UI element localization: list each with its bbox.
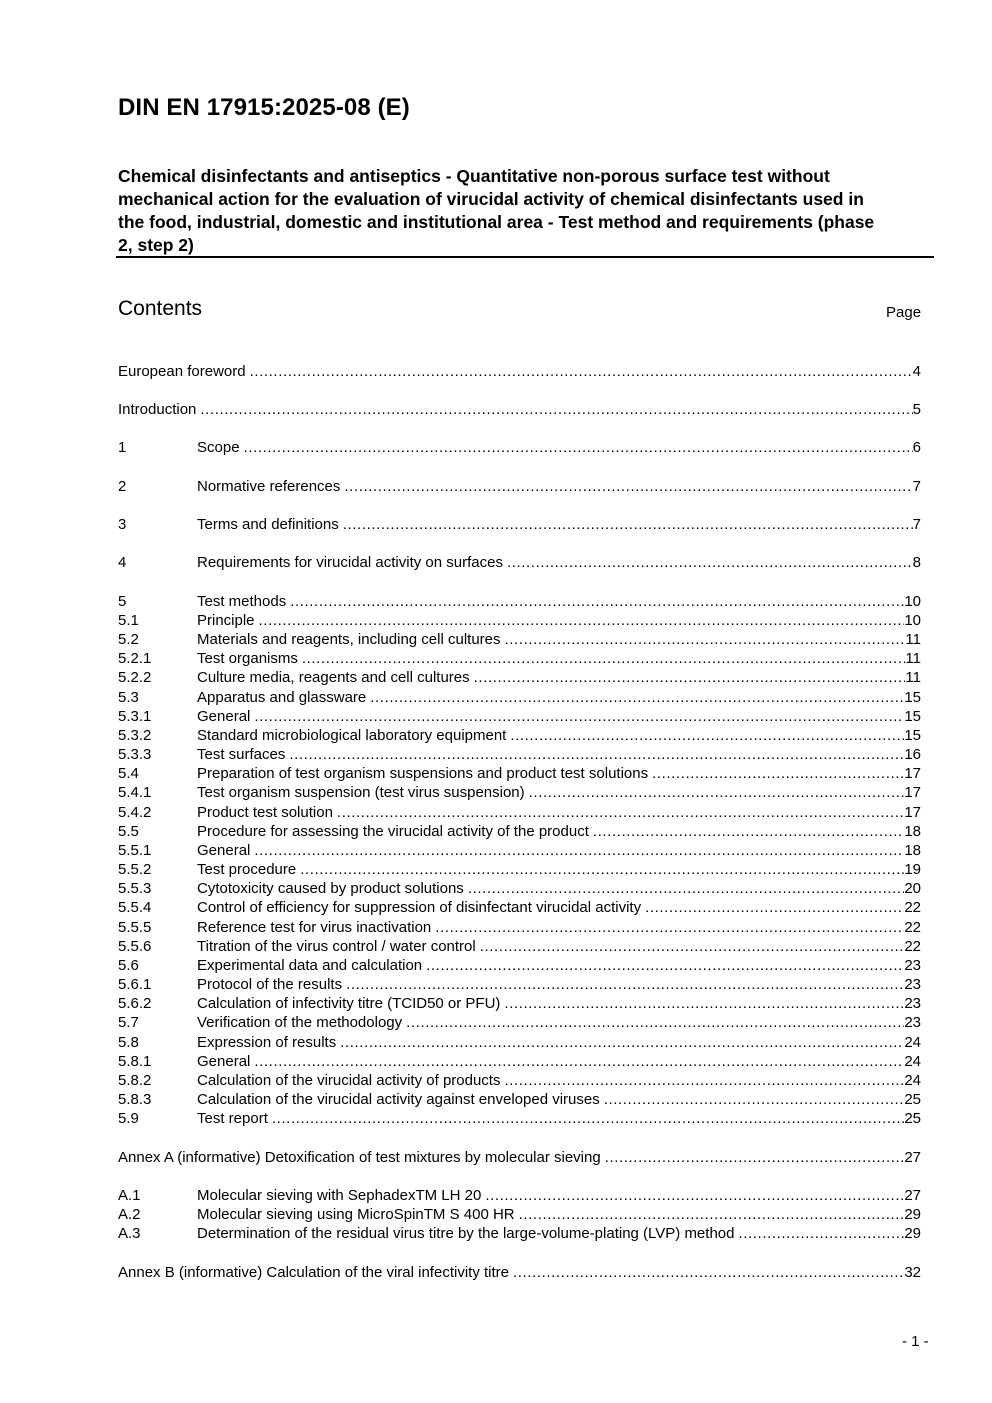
- toc-entry-number: 5.5.5: [118, 919, 152, 936]
- toc-entry-page: 22: [904, 938, 921, 955]
- toc-dot-leader: [272, 1109, 904, 1128]
- toc-entry-number: 5.4.1: [118, 784, 152, 801]
- toc-entry-number: 5.5: [118, 823, 139, 840]
- toc-entry-title: Product test solution: [197, 804, 333, 821]
- toc-entry[interactable]: [118, 918, 921, 937]
- toc-entry-page: 18: [904, 823, 921, 840]
- toc-entry[interactable]: [118, 400, 921, 419]
- toc-dot-leader: [507, 553, 913, 572]
- toc-entry-title: Standard microbiological laboratory equipment: [197, 727, 507, 744]
- toc-dot-leader: [652, 764, 904, 783]
- toc-entry-page: 19: [904, 861, 921, 878]
- toc-entry-number: 5.3: [118, 689, 139, 706]
- toc-entry-page: 27: [904, 1187, 921, 1204]
- toc-entry[interactable]: [118, 1205, 921, 1224]
- toc-entry-title: Cytotoxicity caused by product solutions: [197, 880, 464, 897]
- toc-entry[interactable]: [118, 1224, 921, 1243]
- toc-entry[interactable]: [118, 841, 921, 860]
- toc-entry-number: 5.6.1: [118, 976, 152, 993]
- toc-entry[interactable]: [118, 611, 921, 630]
- toc-entry[interactable]: [118, 822, 921, 841]
- toc-entry-page: 23: [904, 976, 921, 993]
- toc-entry-number: 5.3.1: [118, 708, 152, 725]
- toc-entry-title: Calculation of the virucidal activity against enveloped viruses: [197, 1091, 600, 1108]
- toc-entry-page: 6: [912, 439, 921, 456]
- toc-entry-title: Calculation of infectivity titre (TCID50 or PFU): [197, 995, 501, 1012]
- toc-entry-page: 27: [904, 1149, 921, 1166]
- toc-entry-title: Procedure for assessing the virucidal activity of the product: [197, 823, 589, 840]
- toc-entry-page: 15: [904, 689, 921, 706]
- toc-entry-title: Culture media, reagents and cell cultures: [197, 669, 470, 686]
- toc-entry[interactable]: [118, 1052, 921, 1071]
- toc-dot-leader: [510, 726, 904, 745]
- document-title: Chemical disinfectants and antiseptics - Quantitative non-porous surface test without mechanical action for the evaluation of virucidal activity of chemical disinfectants used in the food, industrial, domestic and institutional area - Test method and requirements (phase 2, step 2): [118, 166, 875, 255]
- toc-dot-leader: [504, 994, 904, 1013]
- toc-entry[interactable]: [118, 438, 921, 457]
- toc-dot-leader: [504, 1071, 904, 1090]
- toc-entry-page: 15: [904, 727, 921, 744]
- toc-entry-number: 5.2.2: [118, 669, 152, 686]
- toc-entry-title: Terms and definitions: [197, 516, 339, 533]
- toc-entry-title: Test organism suspension (test virus suspension): [197, 784, 525, 801]
- toc-entry[interactable]: [118, 1109, 921, 1128]
- toc-entry-page: 17: [904, 804, 921, 821]
- toc-entry-page: 22: [904, 919, 921, 936]
- toc-dot-leader: [505, 630, 906, 649]
- toc-entry-page: 24: [904, 1072, 921, 1089]
- toc-entry-page: 7: [912, 516, 921, 533]
- toc-dot-leader: [370, 688, 904, 707]
- toc-entry-title: Titration of the virus control / water control: [197, 938, 476, 955]
- toc-dot-leader: [300, 860, 904, 879]
- title-rule: [116, 256, 934, 258]
- toc-entry-title: Control of efficiency for suppression of disinfectant virucidal activity: [197, 899, 642, 916]
- toc-dot-leader: [519, 1205, 905, 1224]
- toc-entry-page: 10: [904, 612, 921, 629]
- toc-entry-title: Verification of the methodology: [197, 1014, 403, 1031]
- toc-entry[interactable]: [118, 783, 921, 802]
- toc-dot-leader: [605, 1148, 905, 1167]
- toc-entry[interactable]: [118, 1148, 921, 1167]
- toc-entry-number: 5.5.2: [118, 861, 152, 878]
- toc-entry-number: 5.7: [118, 1014, 139, 1031]
- toc-entry[interactable]: [118, 898, 921, 917]
- toc-entry-number: 5.2.1: [118, 650, 152, 667]
- toc-entry-title: General: [197, 708, 251, 725]
- toc-entry-number: 2: [118, 478, 127, 495]
- toc-entry-title: Reference test for virus inactivation: [197, 919, 432, 936]
- toc-entry-page: 10: [904, 593, 921, 610]
- toc-dot-leader: [254, 707, 904, 726]
- page-number: - 1 -: [902, 1333, 929, 1350]
- toc-dot-leader: [254, 1052, 904, 1071]
- toc-entry-page: 23: [904, 995, 921, 1012]
- toc-entry[interactable]: [118, 1186, 921, 1205]
- toc-entry-number: 5.2: [118, 631, 139, 648]
- toc-entry[interactable]: [118, 1033, 921, 1052]
- toc-entry[interactable]: [118, 726, 921, 745]
- toc-dot-leader: [426, 956, 904, 975]
- toc-dot-leader: [593, 822, 904, 841]
- toc-entry-title: Preparation of test organism suspensions and product test solutions: [197, 765, 649, 782]
- toc-entry-number: 5.6.2: [118, 995, 152, 1012]
- toc-entry-number: 5: [118, 593, 127, 610]
- toc-entry[interactable]: [118, 1090, 921, 1109]
- toc-entry-number: 3: [118, 516, 127, 533]
- toc-entry-number: 5.6: [118, 957, 139, 974]
- toc-entry-page: 11: [905, 631, 921, 648]
- toc-entry-title: Annex A (informative) Detoxification of test mixtures by molecular sieving: [118, 1149, 601, 1166]
- toc-entry[interactable]: [118, 515, 921, 534]
- toc-entry-number: 5.5.4: [118, 899, 152, 916]
- toc-entry-title: Test report: [197, 1110, 268, 1127]
- toc-entry-title: Protocol of the results: [197, 976, 343, 993]
- toc-entry-number: A.3: [118, 1225, 141, 1242]
- toc-entry[interactable]: [118, 362, 921, 381]
- toc-dot-leader: [250, 362, 913, 381]
- toc-entry-number: 5.5.1: [118, 842, 152, 859]
- toc-dot-leader: [289, 745, 904, 764]
- toc-entry-title: Molecular sieving using MicroSpinTM S 400 HR: [197, 1206, 515, 1223]
- toc-entry-title: Experimental data and calculation: [197, 957, 423, 974]
- toc-dot-leader: [738, 1224, 904, 1243]
- toc-entry[interactable]: [118, 956, 921, 975]
- toc-entry-number: 5.8.2: [118, 1072, 152, 1089]
- toc-entry-number: 5.5.6: [118, 938, 152, 955]
- toc-dot-leader: [513, 1263, 904, 1282]
- toc-entry-number: 5.8.1: [118, 1053, 152, 1070]
- toc-entry[interactable]: [118, 668, 921, 687]
- toc-entry-page: 16: [904, 746, 921, 763]
- toc-entry-title: Test procedure: [197, 861, 297, 878]
- toc-entry-page: 11: [905, 669, 921, 686]
- toc-entry-page: 24: [904, 1053, 921, 1070]
- toc-dot-leader: [244, 438, 913, 457]
- toc-dot-leader: [254, 841, 904, 860]
- toc-dot-leader: [406, 1013, 904, 1032]
- toc-dot-leader: [343, 515, 913, 534]
- toc-entry-page: 8: [912, 554, 921, 571]
- toc-dot-leader: [290, 592, 904, 611]
- toc-entry[interactable]: [118, 553, 921, 572]
- toc-dot-leader: [259, 611, 905, 630]
- toc-entry[interactable]: [118, 745, 921, 764]
- toc-entry-page: 22: [904, 899, 921, 916]
- toc-dot-leader: [474, 668, 906, 687]
- toc-entry-page: 17: [904, 765, 921, 782]
- toc-entry-title: Scope: [197, 439, 240, 456]
- toc-entry-page: 4: [912, 363, 921, 380]
- toc-entry[interactable]: [118, 1071, 921, 1090]
- toc-entry-page: 29: [904, 1225, 921, 1242]
- toc-entry[interactable]: [118, 1263, 921, 1282]
- toc-entry-title: Normative references: [197, 478, 341, 495]
- toc-entry-title: Requirements for virucidal activity on surfaces: [197, 554, 503, 571]
- toc-entry-number: 5.4.2: [118, 804, 152, 821]
- toc-entry-page: 7: [912, 478, 921, 495]
- toc-entry-page: 29: [904, 1206, 921, 1223]
- toc-dot-leader: [485, 1186, 904, 1205]
- toc-entry-number: 5.3.2: [118, 727, 152, 744]
- toc-entry-page: 5: [912, 401, 921, 418]
- toc-entry-number: 5.9: [118, 1110, 139, 1127]
- toc-dot-leader: [346, 975, 904, 994]
- toc-entry-page: 17: [904, 784, 921, 801]
- toc-entry-title: Annex B (informative) Calculation of the viral infectivity titre: [118, 1264, 509, 1281]
- toc-entry-page: 23: [904, 1014, 921, 1031]
- toc-entry-title: Test surfaces: [197, 746, 286, 763]
- toc-dot-leader: [344, 477, 912, 496]
- toc-dot-leader: [200, 400, 912, 419]
- toc-dot-leader: [435, 918, 904, 937]
- toc-entry-title: Determination of the residual virus titre by the large-volume-plating (LVP) method: [197, 1225, 735, 1242]
- toc-entry-title: European foreword: [118, 363, 246, 380]
- toc-entry-number: A.1: [118, 1187, 141, 1204]
- toc-dot-leader: [337, 803, 904, 822]
- toc-entry-page: 18: [904, 842, 921, 859]
- toc-entry[interactable]: [118, 477, 921, 496]
- toc-entry[interactable]: [118, 592, 921, 611]
- toc-entry-title: Test methods: [197, 593, 287, 610]
- toc-entry-title: Principle: [197, 612, 255, 629]
- toc-entry-number: 4: [118, 554, 127, 571]
- toc-dot-leader: [480, 937, 905, 956]
- toc-entry-title: Materials and reagents, including cell cultures: [197, 631, 501, 648]
- toc-entry-page: 20: [904, 880, 921, 897]
- toc-entry-page: 24: [904, 1034, 921, 1051]
- toc-entry[interactable]: [118, 879, 921, 898]
- toc-entry-title: Expression of results: [197, 1034, 337, 1051]
- toc-dot-leader: [529, 783, 905, 802]
- toc-entry-title: General: [197, 1053, 251, 1070]
- toc-dot-leader: [302, 649, 906, 668]
- toc-entry-number: 5.8: [118, 1034, 139, 1051]
- toc-entry-page: 23: [904, 957, 921, 974]
- toc-entry-number: 5.8.3: [118, 1091, 152, 1108]
- toc-entry[interactable]: [118, 937, 921, 956]
- toc-entry[interactable]: [118, 707, 921, 726]
- toc-entry[interactable]: [118, 860, 921, 879]
- toc-entry[interactable]: [118, 803, 921, 822]
- toc-dot-leader: [604, 1090, 905, 1109]
- toc-entry-number: 5.4: [118, 765, 139, 782]
- contents-heading: Contents: [118, 297, 203, 320]
- toc-dot-leader: [468, 879, 905, 898]
- toc-entry-title: Calculation of the virucidal activity of products: [197, 1072, 501, 1089]
- toc-entry-number: 5.3.3: [118, 746, 152, 763]
- toc-entry-title: Molecular sieving with SephadexTM LH 20: [197, 1187, 482, 1204]
- toc-entry-title: Apparatus and glassware: [197, 689, 367, 706]
- toc-entry-page: 15: [904, 708, 921, 725]
- toc-dot-leader: [340, 1033, 904, 1052]
- toc-entry-page: 11: [905, 650, 921, 667]
- document-id: DIN EN 17915:2025-08 (E): [118, 94, 410, 121]
- toc-entry-number: 5.1: [118, 612, 139, 629]
- toc-entry-page: 25: [904, 1091, 921, 1108]
- toc-entry-page: 25: [904, 1110, 921, 1127]
- toc-entry[interactable]: [118, 975, 921, 994]
- toc-entry[interactable]: [118, 649, 921, 668]
- toc-entry[interactable]: [118, 1013, 921, 1032]
- page-column-heading: Page: [886, 304, 922, 321]
- toc-entry[interactable]: [118, 630, 921, 649]
- toc-entry-number: 1: [118, 439, 127, 456]
- toc-entry-title: General: [197, 842, 251, 859]
- toc-dot-leader: [645, 898, 904, 917]
- toc-entry-number: A.2: [118, 1206, 141, 1223]
- toc-entry-title: Test organisms: [197, 650, 298, 667]
- toc-entry-title: Introduction: [118, 401, 197, 418]
- toc-entry[interactable]: [118, 994, 921, 1013]
- toc-entry-page: 32: [904, 1264, 921, 1281]
- toc-entry[interactable]: [118, 764, 921, 783]
- toc-entry[interactable]: [118, 688, 921, 707]
- toc-entry-number: 5.5.3: [118, 880, 152, 897]
